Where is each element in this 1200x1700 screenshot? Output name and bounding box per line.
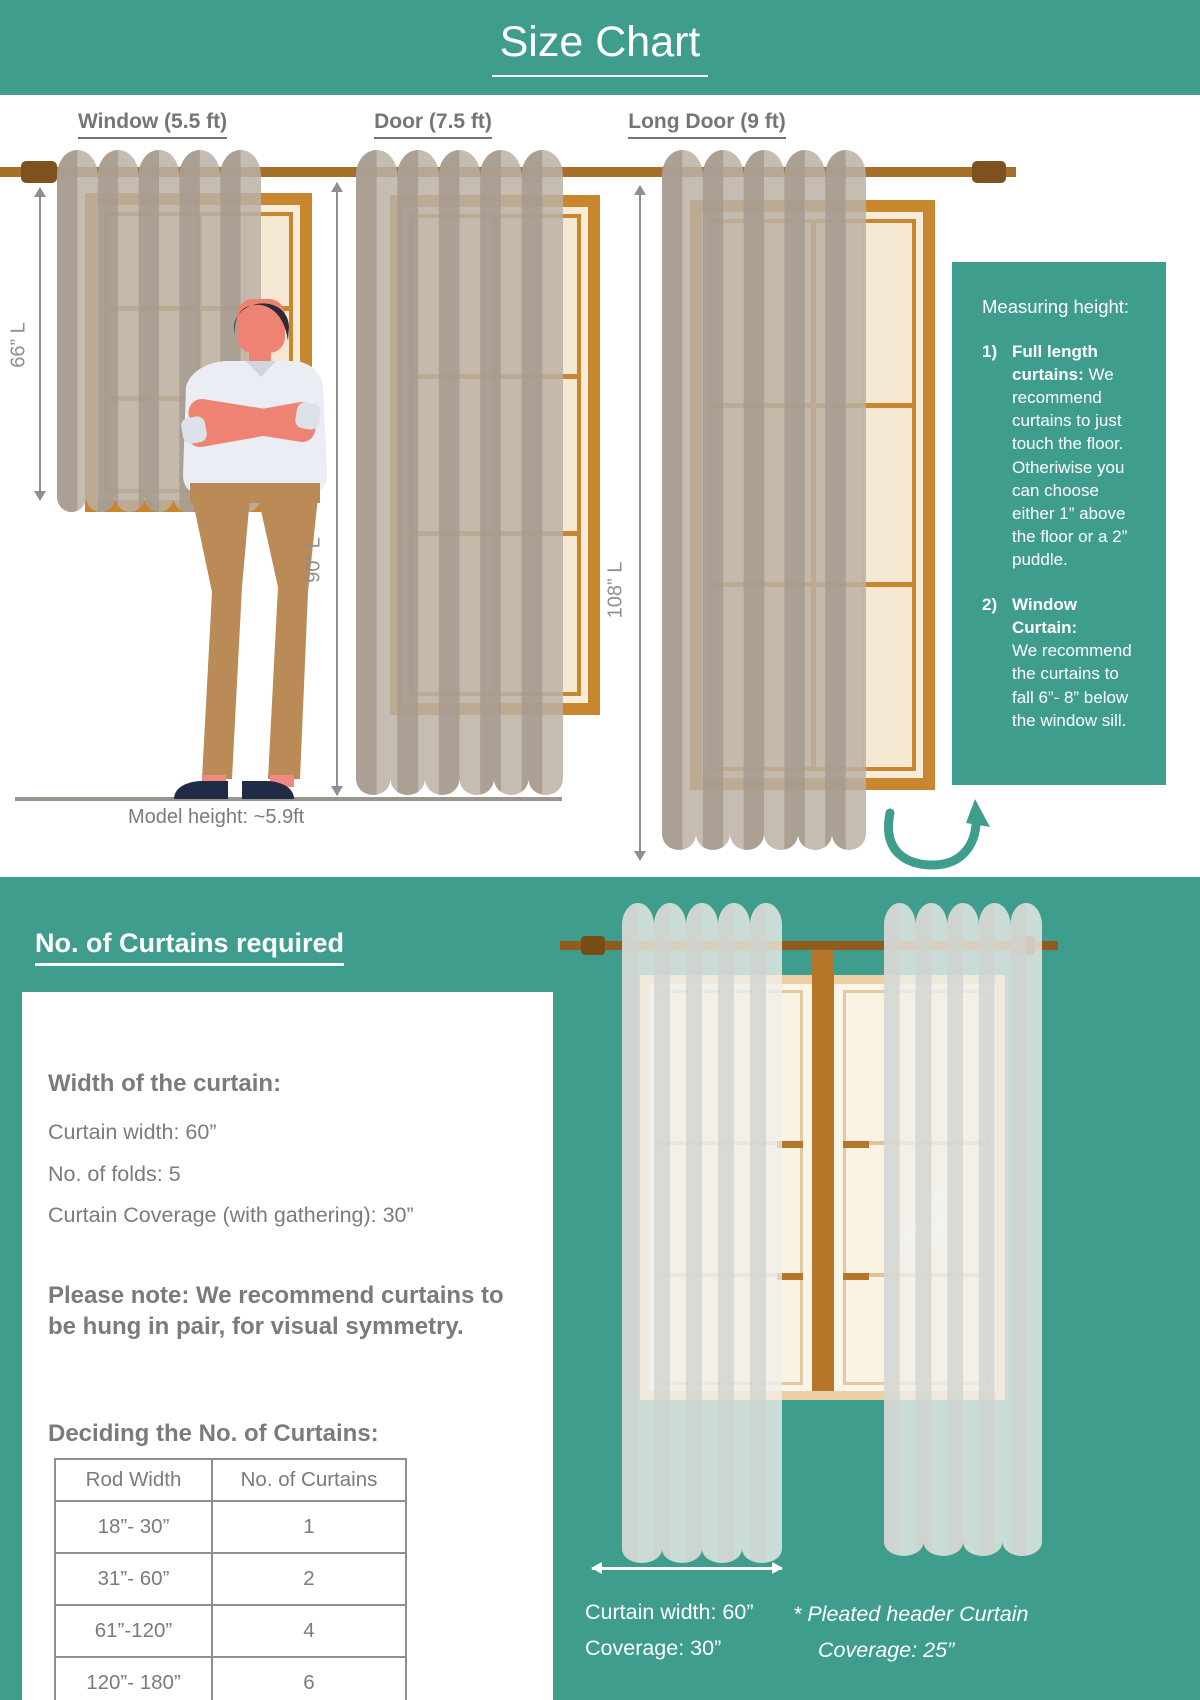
table-header-row bbox=[55, 1459, 406, 1501]
pleated-note-line-2: Coverage: 25” bbox=[818, 1638, 955, 1662]
width-line-3: Curtain Coverage (with gathering): 30” bbox=[48, 1203, 414, 1227]
deciding-title: Deciding the No. of Curtains: bbox=[48, 1420, 379, 1447]
coverage-label: Coverage: 30” bbox=[585, 1636, 722, 1660]
rod-bracket-left bbox=[21, 161, 57, 183]
width-title: Width of the curtain: bbox=[48, 1070, 282, 1097]
panel-label-door: Door (7.5 ft) bbox=[343, 110, 523, 139]
header bbox=[0, 0, 1200, 95]
measuring-height-box bbox=[952, 262, 1166, 785]
width-line-1: Curtain width: 60” bbox=[48, 1120, 217, 1144]
curtain-width-arrow bbox=[592, 1567, 782, 1570]
shoe bbox=[174, 781, 228, 799]
table-row: 120”- 180” 6 bbox=[55, 1657, 406, 1700]
col-no-of-curtains: No. of Curtains bbox=[212, 1459, 406, 1501]
page-title: Size Chart bbox=[492, 18, 709, 77]
measuring-box-title: Measuring height: bbox=[982, 296, 1130, 317]
long-door-curtain bbox=[662, 150, 866, 850]
pair-note: Please note: We recommend curtains to be hung in pair, for visual symmetry. bbox=[48, 1282, 504, 1341]
pleated-note-line-1: * Pleated header Curtain bbox=[793, 1602, 1029, 1626]
curved-arrow-icon bbox=[878, 795, 998, 875]
curtain-count-table bbox=[54, 1458, 407, 1700]
table-row: 61”-120” 4 bbox=[55, 1605, 406, 1657]
sheer-curtain-left bbox=[622, 903, 782, 1563]
measuring-item-1: 1) Full length curtains: We recommend curtains to just touch the floor. Otheriwise you can choose either 1” above the floor or a 2” puddle. bbox=[982, 342, 1128, 569]
pair-rod-bracket-left bbox=[581, 936, 605, 955]
length-arrow-108 bbox=[639, 186, 641, 860]
length-arrow-66 bbox=[39, 188, 41, 500]
table-row: 31”- 60” 2 bbox=[55, 1553, 406, 1605]
pants bbox=[192, 497, 250, 779]
width-line-2: No. of folds: 5 bbox=[48, 1162, 181, 1186]
info-card bbox=[22, 992, 553, 1700]
length-label-108: 108” L bbox=[604, 561, 627, 619]
sheer-curtain-right bbox=[884, 903, 1042, 1556]
door-curtain bbox=[356, 150, 563, 795]
model-height-label: Model height: ~5.9ft bbox=[128, 806, 305, 828]
length-arrow-90 bbox=[336, 183, 338, 795]
panel-label-window: Window (5.5 ft) bbox=[55, 110, 250, 139]
length-label-66: 66” L bbox=[7, 322, 30, 368]
col-rod-width: Rod Width bbox=[55, 1459, 212, 1501]
panel-label-long-door: Long Door (9 ft) bbox=[612, 110, 802, 139]
curtain-width-label: Curtain width: 60” bbox=[585, 1600, 754, 1624]
measuring-item-2: 2) Window Curtain: We recommend the curtains to fall 6”- 8” below the window sill. bbox=[982, 595, 1132, 730]
length-label-90: 90” L bbox=[302, 537, 325, 583]
rod-bracket-right bbox=[972, 161, 1006, 183]
section-heading: No. of Curtains required bbox=[35, 928, 344, 966]
table-row: 18”- 30” 1 bbox=[55, 1501, 406, 1553]
window-center-post bbox=[812, 941, 834, 1391]
